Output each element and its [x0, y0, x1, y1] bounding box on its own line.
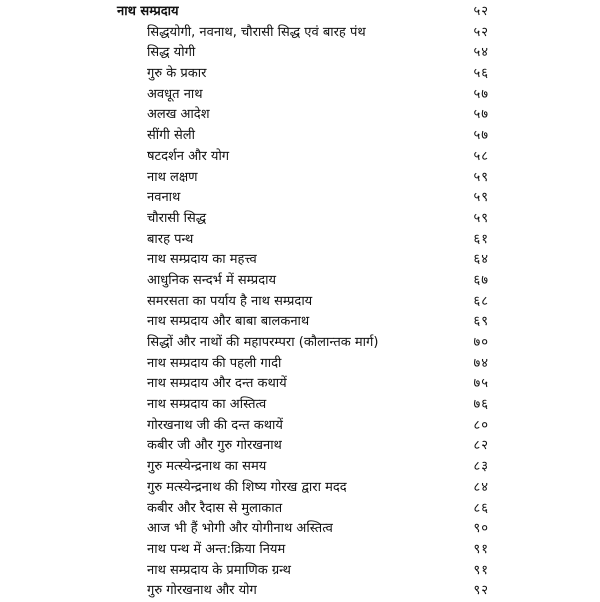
toc-entry	[117, 209, 489, 230]
toc-entry-title: आज भी हैं भोगी और योगीनाथ अस्तित्व	[147, 521, 333, 537]
toc-entry-page-number: ७६	[473, 397, 489, 413]
toc-entry-title: गोरखनाथ जी की दन्त कथायें	[147, 417, 283, 433]
toc-entry-page-number: ८२	[473, 438, 489, 454]
toc-entry	[117, 147, 489, 168]
toc-entry	[117, 126, 489, 147]
toc-entry-list	[117, 23, 489, 602]
toc-entry	[117, 395, 489, 416]
toc-entry-page-number: ९१	[473, 541, 489, 557]
toc-entry-title: नाथ सम्प्रदाय का महत्त्व	[147, 252, 257, 268]
toc-entry-title: नाथ सम्प्रदाय और दन्त कथायें	[147, 376, 287, 392]
toc-entry-page-number: ६४	[473, 252, 489, 268]
toc-entry-title: समरसता का पर्याय है नाथ सम्प्रदाय	[147, 293, 313, 309]
toc-entry-page-number: ७५	[473, 376, 489, 392]
toc-entry	[117, 43, 489, 64]
toc-entry	[117, 457, 489, 478]
toc-entry	[117, 64, 489, 85]
toc-entry-title: गुरु मत्स्येन्द्रनाथ का समय	[147, 459, 267, 475]
toc-entry-title: बारह पन्थ	[147, 231, 194, 247]
toc-entry-page-number: ५८	[473, 148, 489, 164]
toc-entry-title: कबीर और रैदास से मुलाकात	[147, 500, 283, 516]
toc-entry-title: सींगी सेली	[147, 128, 195, 144]
toc-entry-title: अलख आदेश	[147, 107, 210, 123]
toc-entry-page-number: ५९	[473, 210, 489, 226]
toc-entry-page-number: ७४	[473, 355, 489, 371]
toc-entry	[117, 436, 489, 457]
toc-entry-page-number: ९२	[473, 583, 489, 599]
toc-entry-page-number: ८६	[473, 500, 489, 516]
toc-entry-page-number: ५७	[473, 107, 489, 123]
toc-entry-page-number: ९१	[473, 562, 489, 578]
toc-entry-page-number: ८०	[473, 417, 489, 433]
toc-section-heading	[117, 2, 489, 23]
toc-entry-title: कबीर जी और गुरु गोरखनाथ	[147, 438, 282, 454]
toc-entry	[117, 499, 489, 520]
toc-entry-title: षटदर्शन और योग	[147, 148, 230, 164]
toc-entry-page-number: ९०	[473, 521, 489, 537]
toc-entry	[117, 333, 489, 354]
toc-entry-page-number: ५२	[473, 24, 489, 40]
toc-entry	[117, 168, 489, 189]
toc-entry-title: आधुनिक सन्दर्भ में सम्प्रदाय	[147, 272, 277, 288]
toc-entry-title: नाथ पन्थ में अन्त:क्रिया नियम	[147, 541, 286, 557]
toc-entry-title: नाथ लक्षण	[147, 169, 198, 185]
toc-entry-title: नाथ सम्प्रदाय के प्रमाणिक ग्रन्थ	[147, 562, 291, 578]
section-title: नाथ सम्प्रदाय	[117, 4, 179, 19]
toc-entry	[117, 250, 489, 271]
section-page-number: ५२	[473, 4, 489, 19]
toc-entry-page-number: ७०	[473, 335, 489, 350]
toc-entry-title: नवनाथ	[147, 190, 181, 206]
toc-entry-page-number: ५९	[473, 169, 489, 185]
toc-entry-page-number: ६७	[473, 272, 489, 288]
toc-entry-page-number: ५७	[473, 128, 489, 144]
toc-entry-title: चौरासी सिद्ध	[147, 210, 207, 226]
toc-entry-title: अवधूत नाथ	[147, 86, 203, 102]
toc-entry	[117, 581, 489, 602]
toc-entry	[117, 374, 489, 395]
toc-entry-page-number: ५७	[473, 86, 489, 102]
toc-entry-title: सिद्धों और नाथों की महापरम्परा (कौलान्तक मार्ग)	[147, 335, 379, 350]
toc-entry	[117, 540, 489, 561]
toc-entry-title: गुरु गोरखनाथ और योग	[147, 583, 257, 599]
toc-entry	[117, 105, 489, 126]
toc-entry-page-number: ५६	[473, 66, 489, 82]
toc-entry-page-number: ६८	[473, 293, 489, 309]
toc-entry-title: नाथ सम्प्रदाय की पहली गादी	[147, 355, 282, 371]
toc-entry-page-number: ८४	[473, 479, 489, 495]
toc-entry-page-number: ५४	[473, 45, 489, 61]
toc-entry	[117, 416, 489, 437]
table-of-contents	[117, 2, 489, 602]
toc-entry-page-number: ६१	[473, 231, 489, 247]
toc-entry	[117, 312, 489, 333]
toc-entry-title: सिद्ध योगी	[147, 45, 196, 61]
toc-entry	[117, 478, 489, 499]
toc-entry-title: सिद्धयोगी, नवनाथ, चौरासी सिद्ध एवं बारह पंथ	[147, 24, 366, 40]
toc-entry-page-number: ६९	[473, 314, 489, 330]
toc-entry-title: नाथ सम्प्रदाय का अस्तित्व	[147, 397, 267, 413]
toc-entry-page-number: ५९	[473, 190, 489, 206]
toc-entry	[117, 188, 489, 209]
toc-entry	[117, 354, 489, 375]
toc-entry-title: गुरु मत्स्येन्द्रनाथ की शिष्य गोरख द्वारा मदद	[147, 479, 347, 495]
toc-entry	[117, 519, 489, 540]
toc-entry-title: गुरु के प्रकार	[147, 66, 207, 82]
toc-entry	[117, 561, 489, 582]
toc-entry-page-number: ८३	[473, 459, 489, 475]
toc-entry	[117, 85, 489, 106]
toc-entry	[117, 271, 489, 292]
toc-entry-title: नाथ सम्प्रदाय और बाबा बालकनाथ	[147, 314, 310, 330]
toc-entry	[117, 23, 489, 44]
toc-entry	[117, 292, 489, 313]
toc-entry	[117, 230, 489, 251]
